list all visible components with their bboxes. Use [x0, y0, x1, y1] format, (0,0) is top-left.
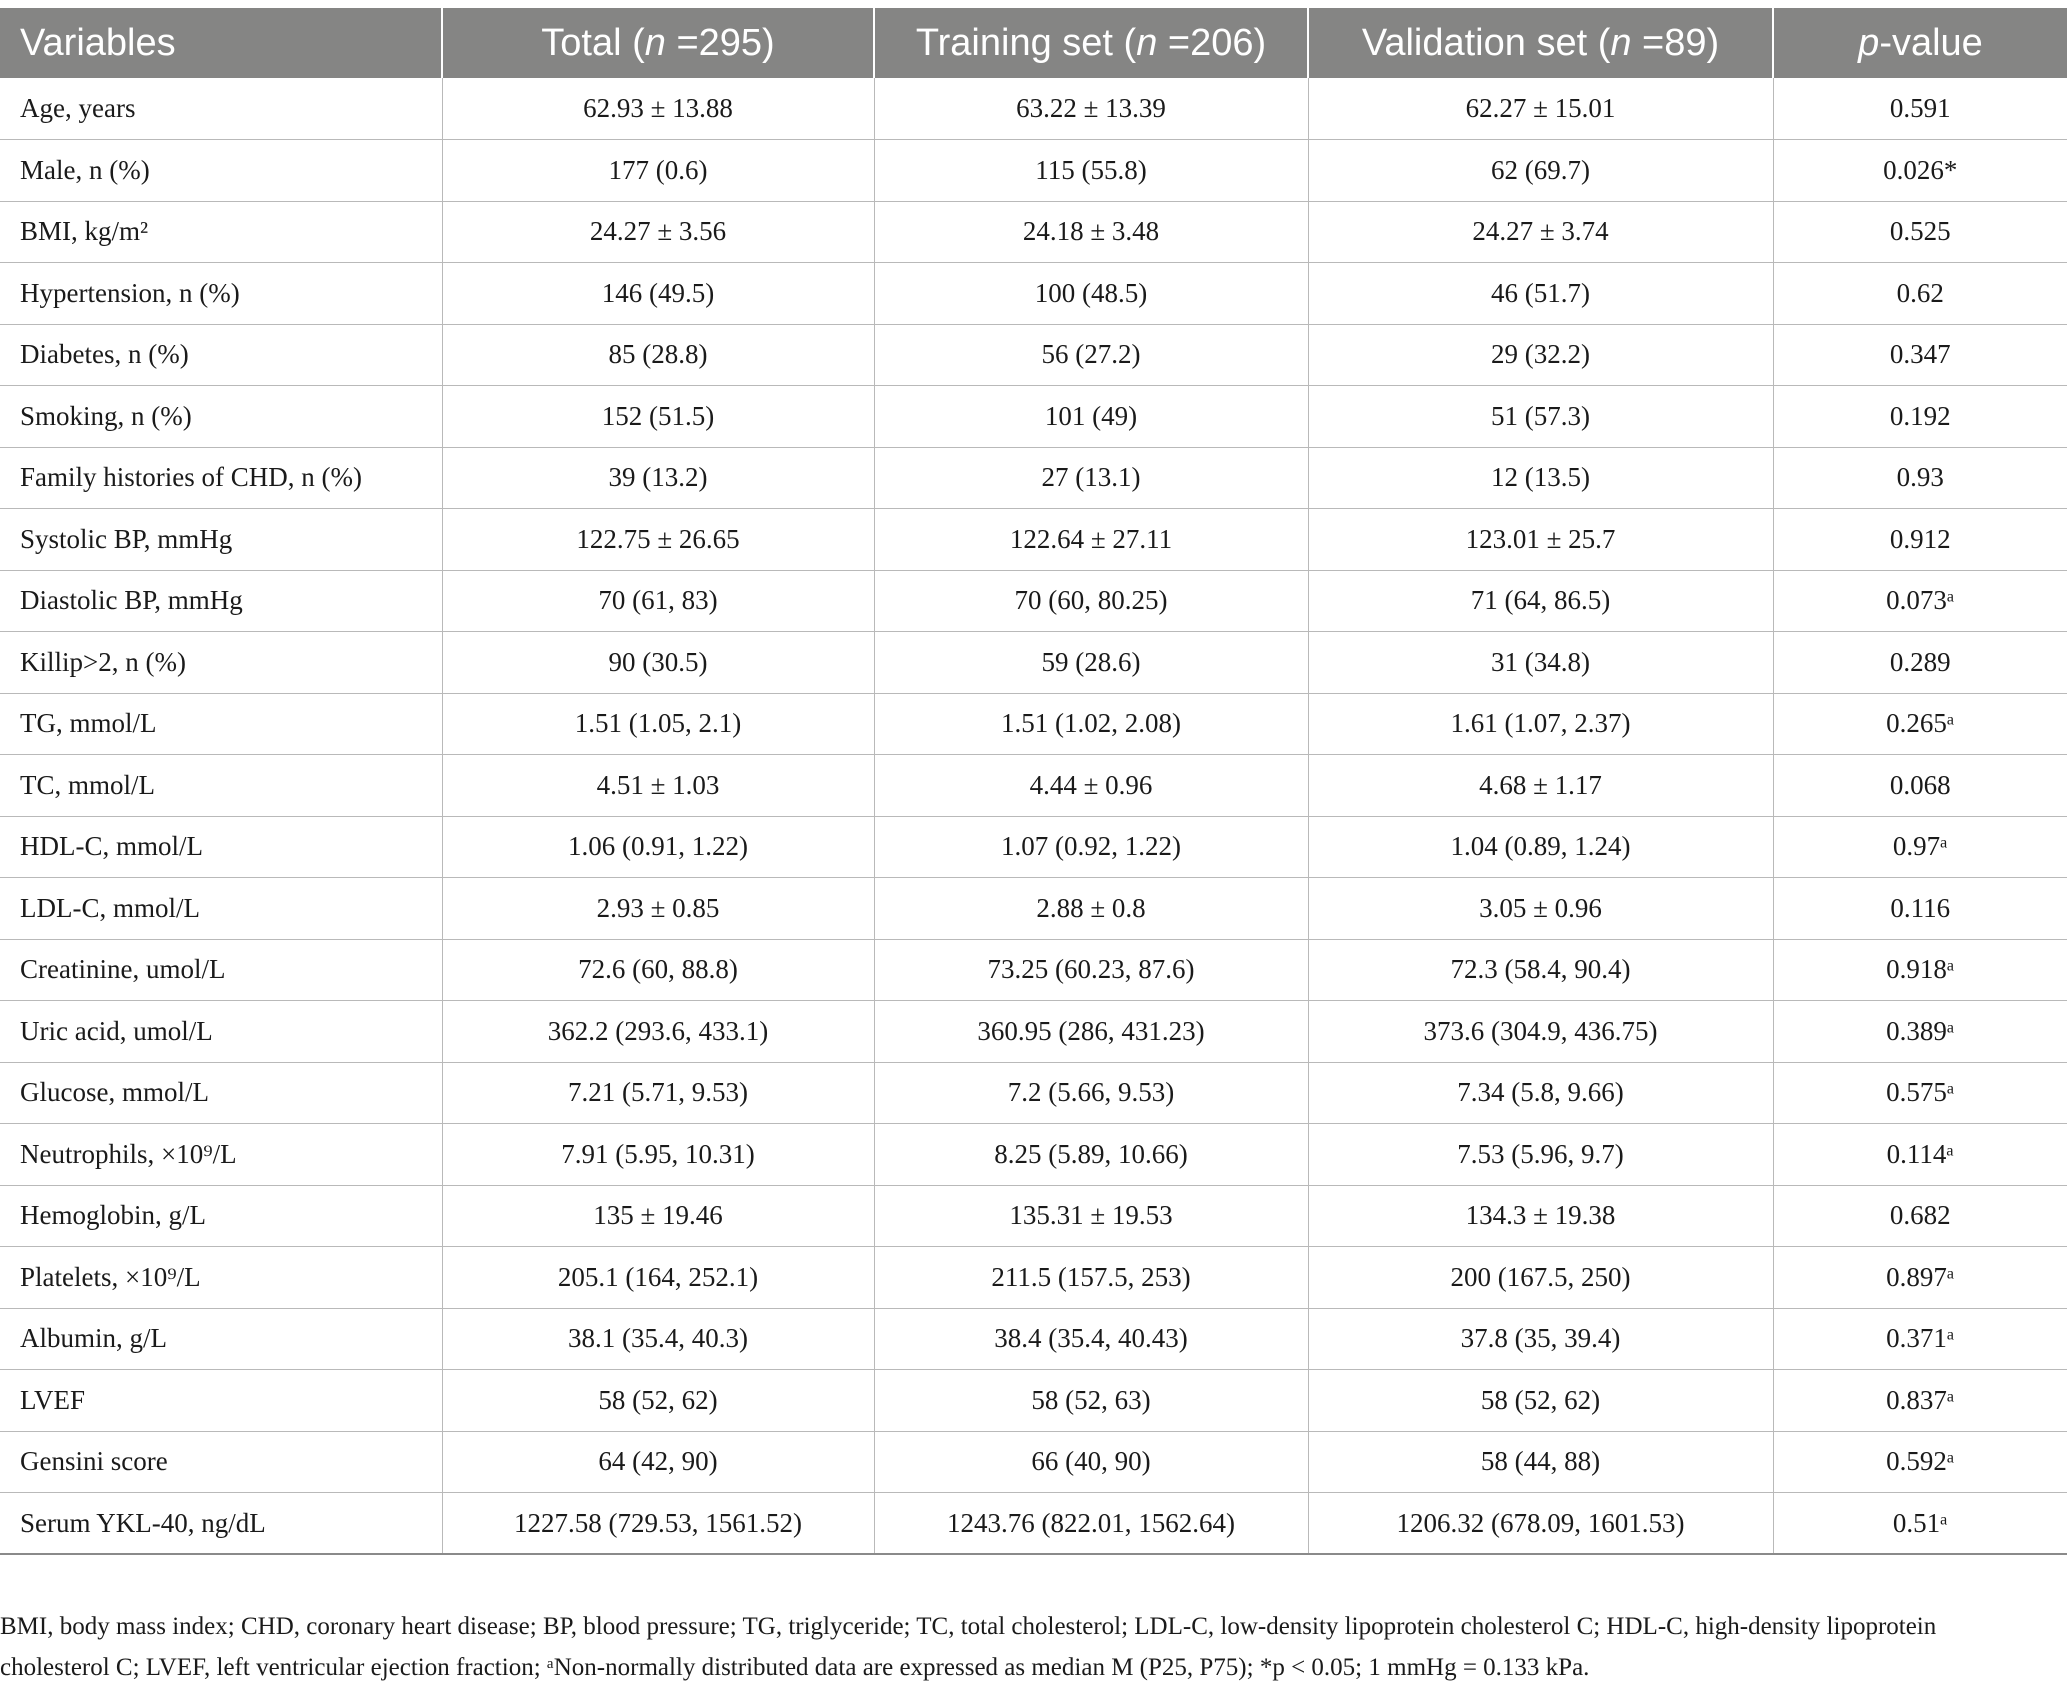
cell-training: 63.22 ± 13.39	[874, 78, 1308, 140]
cell-p-value: 0.026*	[1773, 140, 2067, 202]
header-variables: Variables	[20, 21, 176, 64]
cell-p-value: 0.525	[1773, 201, 2067, 263]
cell-training: 58 (52, 63)	[874, 1370, 1308, 1432]
cell-total: 7.21 (5.71, 9.53)	[442, 1062, 874, 1124]
cell-p-value: 0.51ᵃ	[1773, 1493, 2067, 1555]
cell-training: 122.64 ± 27.11	[874, 509, 1308, 571]
cell-training: 1.07 (0.92, 1.22)	[874, 816, 1308, 878]
table-body	[0, 78, 2067, 1554]
cell-training: 211.5 (157.5, 253)	[874, 1247, 1308, 1309]
cell-variable: LDL-C, mmol/L	[0, 878, 442, 940]
cell-p-value: 0.192	[1773, 386, 2067, 448]
cell-training: 8.25 (5.89, 10.66)	[874, 1124, 1308, 1186]
cell-total: 362.2 (293.6, 433.1)	[442, 1001, 874, 1063]
cell-p-value: 0.837ᵃ	[1773, 1370, 2067, 1432]
table-footnote	[0, 1606, 2060, 1688]
cell-total: 177 (0.6)	[442, 140, 874, 202]
cell-validation: 24.27 ± 3.74	[1308, 201, 1773, 263]
data-table-container	[0, 8, 2067, 1555]
cell-training: 100 (48.5)	[874, 263, 1308, 325]
cell-total: 62.93 ± 13.88	[442, 78, 874, 140]
cell-p-value: 0.591	[1773, 78, 2067, 140]
table-row	[0, 1370, 2067, 1432]
cell-variable: Albumin, g/L	[0, 1308, 442, 1370]
cell-variable: LVEF	[0, 1370, 442, 1432]
cell-variable: Gensini score	[0, 1431, 442, 1493]
cell-training: 24.18 ± 3.48	[874, 201, 1308, 263]
cell-total: 122.75 ± 26.65	[442, 509, 874, 571]
cell-p-value: 0.068	[1773, 755, 2067, 817]
table-row	[0, 816, 2067, 878]
table-row	[0, 386, 2067, 448]
table-row	[0, 447, 2067, 509]
table-row	[0, 1185, 2067, 1247]
cell-variable: Smoking, n (%)	[0, 386, 442, 448]
cell-variable: Age, years	[0, 78, 442, 140]
cell-p-value: 0.97ᵃ	[1773, 816, 2067, 878]
table-row	[0, 878, 2067, 940]
cell-p-value: 0.912	[1773, 509, 2067, 571]
cell-total: 72.6 (60, 88.8)	[442, 939, 874, 1001]
cell-variable: Killip>2, n (%)	[0, 632, 442, 694]
cell-validation: 7.53 (5.96, 9.7)	[1308, 1124, 1773, 1186]
cell-p-value: 0.575ᵃ	[1773, 1062, 2067, 1124]
cell-training: 1.51 (1.02, 2.08)	[874, 693, 1308, 755]
cell-training: 1243.76 (822.01, 1562.64)	[874, 1493, 1308, 1555]
cell-p-value: 0.265ᵃ	[1773, 693, 2067, 755]
cell-total: 7.91 (5.95, 10.31)	[442, 1124, 874, 1186]
cell-variable: Serum YKL-40, ng/dL	[0, 1493, 442, 1555]
cell-total: 70 (61, 83)	[442, 570, 874, 632]
cell-variable: Uric acid, umol/L	[0, 1001, 442, 1063]
cell-variable: Glucose, mmol/L	[0, 1062, 442, 1124]
table-row	[0, 201, 2067, 263]
cell-validation: 123.01 ± 25.7	[1308, 509, 1773, 571]
cell-variable: TG, mmol/L	[0, 693, 442, 755]
table-row	[0, 693, 2067, 755]
cell-variable: Creatinine, umol/L	[0, 939, 442, 1001]
cell-validation: 4.68 ± 1.17	[1308, 755, 1773, 817]
table-row	[0, 570, 2067, 632]
header-p-value: p-value	[1773, 8, 2067, 78]
cell-variable: Male, n (%)	[0, 140, 442, 202]
cell-training: 66 (40, 90)	[874, 1431, 1308, 1493]
cell-validation: 58 (52, 62)	[1308, 1370, 1773, 1432]
cell-total: 4.51 ± 1.03	[442, 755, 874, 817]
table-row	[0, 632, 2067, 694]
table-row	[0, 140, 2067, 202]
cell-total: 1227.58 (729.53, 1561.52)	[442, 1493, 874, 1555]
cell-training: 70 (60, 80.25)	[874, 570, 1308, 632]
table-row	[0, 1001, 2067, 1063]
cell-p-value: 0.389ᵃ	[1773, 1001, 2067, 1063]
cell-training: 115 (55.8)	[874, 140, 1308, 202]
cell-p-value: 0.289	[1773, 632, 2067, 694]
cell-training: 4.44 ± 0.96	[874, 755, 1308, 817]
cell-total: 135 ± 19.46	[442, 1185, 874, 1247]
cell-validation: 29 (32.2)	[1308, 324, 1773, 386]
cell-variable: Systolic BP, mmHg	[0, 509, 442, 571]
cell-validation: 37.8 (35, 39.4)	[1308, 1308, 1773, 1370]
cell-validation: 7.34 (5.8, 9.66)	[1308, 1062, 1773, 1124]
cell-training: 38.4 (35.4, 40.43)	[874, 1308, 1308, 1370]
cell-validation: 62.27 ± 15.01	[1308, 78, 1773, 140]
cell-validation: 373.6 (304.9, 436.75)	[1308, 1001, 1773, 1063]
cell-training: 2.88 ± 0.8	[874, 878, 1308, 940]
header-total: Total (n =295)	[442, 8, 874, 78]
cell-training: 135.31 ± 19.53	[874, 1185, 1308, 1247]
cell-variable: Hemoglobin, g/L	[0, 1185, 442, 1247]
cell-training: 360.95 (286, 431.23)	[874, 1001, 1308, 1063]
cell-p-value: 0.116	[1773, 878, 2067, 940]
table-header-row	[0, 8, 2067, 78]
footnote-line-2: cholesterol C; LVEF, left ventricular ejection fraction; ᵃNon-normally distributed data are expressed as median M (P25, P75); *p < 0.05; 1 mmHg = 0.133 kPa.	[0, 1654, 1590, 1681]
cell-p-value: 0.592ᵃ	[1773, 1431, 2067, 1493]
cell-total: 38.1 (35.4, 40.3)	[442, 1308, 874, 1370]
cell-total: 58 (52, 62)	[442, 1370, 874, 1432]
cell-variable: Neutrophils, ×10⁹/L	[0, 1124, 442, 1186]
cell-validation: 58 (44, 88)	[1308, 1431, 1773, 1493]
cell-p-value: 0.62	[1773, 263, 2067, 325]
cell-total: 90 (30.5)	[442, 632, 874, 694]
cell-total: 1.51 (1.05, 2.1)	[442, 693, 874, 755]
cell-p-value: 0.114ᵃ	[1773, 1124, 2067, 1186]
cell-variable: HDL-C, mmol/L	[0, 816, 442, 878]
cell-p-value: 0.371ᵃ	[1773, 1308, 2067, 1370]
cell-validation: 3.05 ± 0.96	[1308, 878, 1773, 940]
table-row	[0, 324, 2067, 386]
cell-variable: Platelets, ×10⁹/L	[0, 1247, 442, 1309]
cell-variable: Diabetes, n (%)	[0, 324, 442, 386]
cell-validation: 72.3 (58.4, 90.4)	[1308, 939, 1773, 1001]
cell-training: 73.25 (60.23, 87.6)	[874, 939, 1308, 1001]
table-row	[0, 1124, 2067, 1186]
cell-variable: Family histories of CHD, n (%)	[0, 447, 442, 509]
table-row	[0, 1308, 2067, 1370]
cell-validation: 200 (167.5, 250)	[1308, 1247, 1773, 1309]
cell-total: 39 (13.2)	[442, 447, 874, 509]
cell-total: 1.06 (0.91, 1.22)	[442, 816, 874, 878]
cell-p-value: 0.347	[1773, 324, 2067, 386]
footnote-line-1: BMI, body mass index; CHD, coronary heart disease; BP, blood pressure; TG, triglyceride; TC, total cholesterol; LDL-C, low-density lipoprotein cholesterol C; HDL-C, high-density lipoprotein	[0, 1613, 1937, 1640]
cell-variable: TC, mmol/L	[0, 755, 442, 817]
cell-validation: 51 (57.3)	[1308, 386, 1773, 448]
cell-training: 56 (27.2)	[874, 324, 1308, 386]
cell-p-value: 0.682	[1773, 1185, 2067, 1247]
cell-total: 2.93 ± 0.85	[442, 878, 874, 940]
cell-training: 27 (13.1)	[874, 447, 1308, 509]
cell-total: 205.1 (164, 252.1)	[442, 1247, 874, 1309]
cell-validation: 134.3 ± 19.38	[1308, 1185, 1773, 1247]
table-row	[0, 1062, 2067, 1124]
cell-validation: 1.04 (0.89, 1.24)	[1308, 816, 1773, 878]
cell-validation: 1.61 (1.07, 2.37)	[1308, 693, 1773, 755]
cell-validation: 46 (51.7)	[1308, 263, 1773, 325]
cell-validation: 71 (64, 86.5)	[1308, 570, 1773, 632]
header-training-set: Training set (n =206)	[874, 8, 1308, 78]
cell-validation: 1206.32 (678.09, 1601.53)	[1308, 1493, 1773, 1555]
cell-training: 101 (49)	[874, 386, 1308, 448]
cell-training: 7.2 (5.66, 9.53)	[874, 1062, 1308, 1124]
cell-p-value: 0.897ᵃ	[1773, 1247, 2067, 1309]
table-row	[0, 1431, 2067, 1493]
cell-variable: Hypertension, n (%)	[0, 263, 442, 325]
table-row	[0, 509, 2067, 571]
header-validation-set: Validation set (n =89)	[1308, 8, 1773, 78]
table-row	[0, 755, 2067, 817]
cell-p-value: 0.918ᵃ	[1773, 939, 2067, 1001]
table-row	[0, 263, 2067, 325]
cell-p-value: 0.073ᵃ	[1773, 570, 2067, 632]
cell-variable: BMI, kg/m²	[0, 201, 442, 263]
cell-total: 64 (42, 90)	[442, 1431, 874, 1493]
table-row	[0, 939, 2067, 1001]
table-row	[0, 78, 2067, 140]
cell-validation: 31 (34.8)	[1308, 632, 1773, 694]
cell-validation: 62 (69.7)	[1308, 140, 1773, 202]
table-row	[0, 1493, 2067, 1555]
baseline-characteristics-table	[0, 8, 2067, 1555]
cell-p-value: 0.93	[1773, 447, 2067, 509]
cell-total: 85 (28.8)	[442, 324, 874, 386]
cell-total: 152 (51.5)	[442, 386, 874, 448]
table-row	[0, 1247, 2067, 1309]
cell-variable: Diastolic BP, mmHg	[0, 570, 442, 632]
cell-training: 59 (28.6)	[874, 632, 1308, 694]
cell-validation: 12 (13.5)	[1308, 447, 1773, 509]
cell-total: 24.27 ± 3.56	[442, 201, 874, 263]
cell-total: 146 (49.5)	[442, 263, 874, 325]
